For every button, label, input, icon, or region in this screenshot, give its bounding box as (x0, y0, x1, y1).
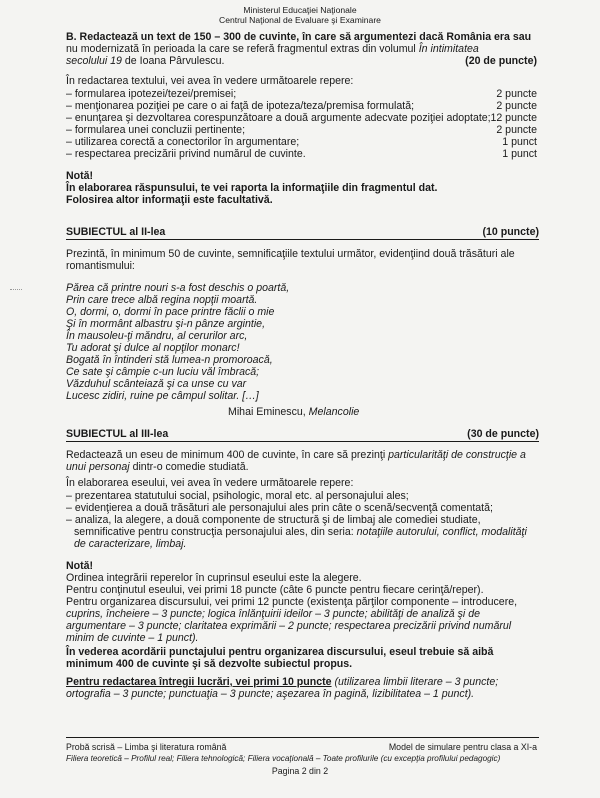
section-b-intro: În redactarea textului, vei avea în vedere următoarele repere: (66, 75, 354, 87)
subiectul-2-heading (66, 226, 539, 240)
subiectul-3-points: (30 de puncte) (467, 428, 539, 440)
subiectul-3-bullet: – prezentarea statutului social, psihologic, moral etc. al personajului ales; (66, 490, 409, 502)
final-note: ortografia – 3 puncte; punctuaţia – 3 puncte; aşezarea în pagină, lizibilitatea – 1 punct). (66, 688, 475, 700)
criterion-points: 2 puncte (496, 124, 537, 136)
note-title: Notă! (66, 560, 94, 572)
criterion-points: 2 puncte (496, 88, 537, 100)
poem-line: În mausoleu-ţi măndru, al cerurilor arc, (66, 330, 248, 342)
poem-attribution: Mihai Eminescu, Melancolie (228, 406, 360, 418)
section-b-line2: nu modernizată în perioada la care se referă fragmentul extras din volumul În intimitatea (66, 43, 479, 55)
poem-line: O, dormi, o, dormi în pace printre făclii o mie (66, 306, 275, 318)
subiectul-3-bullet-cont: de caracterizare, limbaj. (74, 538, 187, 550)
subiectul-3-prompt: unui personaj dintr-o comedie studiată. (66, 461, 249, 473)
criterion-label: – formularea unei concluzii pertinente; (66, 124, 246, 136)
poem-line: Bogată în întinderi stă lumea-n promoroacă, (66, 354, 273, 366)
poem-line: Şi în mormânt albastru şi-n pânze argintie, (66, 318, 266, 330)
note-title: Notă! (66, 170, 94, 182)
poem-line: Părea că printre nouri s-a fost deschis o poartă, (66, 282, 290, 294)
header-center: Centrul Naţional de Evaluare şi Examinare (219, 15, 381, 25)
poem-line: Ce sate şi câmpie c-un luciu văl îmbracă; (66, 366, 260, 378)
page-number: Pagina 2 din 2 (271, 766, 329, 776)
footer-right: Model de simulare pentru clasa a XI-a (388, 742, 537, 752)
note-line: cuprins, încheiere – 3 puncte; logica înlănţuirii ideilor – 3 puncte; abilităţi de analiză şi de (66, 608, 480, 620)
subiectul-2-title: SUBIECTUL al II-lea (66, 226, 166, 238)
note-line: În elaborarea răspunsului, te vei raporta la informaţiile din fragmentul dat. (66, 182, 438, 194)
criterion-label: – utilizarea corectă a conectorilor în argumentare; (66, 136, 300, 148)
header-ministry: Ministerul Educaţiei Naţionale (243, 5, 357, 15)
bold-note: minimum 400 de cuvinte şi să dezvolte subiectul propus. (66, 658, 353, 670)
criterion-points: 12 puncte (490, 112, 537, 124)
criterion-label: – enunţarea şi dezvoltarea corespunzătoare a două argumente adecvate poziţiei adoptate; (66, 112, 491, 124)
subiectul-3-bullet: – analiza, la alegere, a două componente de structură şi de limbaj ale comediei studiate, (66, 514, 481, 526)
poem-line: Văzduhul scânteiază şi ca unse cu var (66, 378, 247, 390)
scan-mark (10, 289, 22, 290)
note-line: Pentru conţinutul eseului, vei primi 18 puncte (câte 6 puncte pentru fiecare cerinţă/reper). (66, 584, 484, 596)
criterion-points: 1 punct (502, 148, 537, 160)
subiectul-3-heading (66, 428, 539, 442)
criterion-label: – menţionarea poziţiei pe care o ai faţă de ipoteza/teza/premisa formulată; (66, 100, 415, 112)
note-line: argumentare – 3 puncte; claritatea exprimării – 2 puncte; respectarea precizării privind numărul (66, 620, 512, 632)
section-b-points: (20 de puncte) (465, 55, 537, 67)
subiectul-3-bullet: – evidenţierea a două trăsături ale personajului ales prin câte o scenă/secvenţă comentată; (66, 502, 493, 514)
footer-divider (66, 737, 539, 738)
subiectul-2-points: (10 puncte) (482, 226, 539, 238)
final-note: Pentru redactarea întregii lucrări, vei primi 10 puncte (utilizarea limbii literare – 3 puncte; (66, 676, 499, 688)
subiectul-2-prompt: Prezintă, în minimum 50 de cuvinte, semnificaţiile textului următor, evidenţiind două trăsături ale (66, 248, 515, 260)
criterion-points: 2 puncte (496, 100, 537, 112)
note-line: Pentru organizarea discursului, vei primi 12 puncte (existenţa părţilor componente – introducere, (66, 596, 518, 608)
subiectul-3-intro: În elaborarea eseului, vei avea în vedere următoarele repere: (66, 477, 354, 489)
poem-line: Prin care trece albă regina nopţii moartă. (66, 294, 258, 306)
criterion-label: – respectarea precizării privind numărul de cuvinte. (66, 148, 306, 160)
poem-line: Lucesc zidiri, ruine pe câmpul solitar. […] (66, 390, 259, 402)
note-line: Folosirea altor informaţii este facultativă. (66, 194, 273, 206)
note-line: Ordinea integrării reperelor în cuprinsul eseului este la alegere. (66, 572, 362, 584)
criterion-points: 1 punct (502, 136, 537, 148)
bold-note: În vederea acordării punctajului pentru organizarea discursului, eseul trebuie să aibă (66, 646, 494, 658)
subiectul-3-title: SUBIECTUL al III-lea (66, 428, 169, 440)
subiectul-2-prompt: romantismului: (66, 260, 135, 272)
footer-left: Probă scrisă – Limba şi literatura română (66, 742, 227, 752)
footer-line2: Filiera teoretică – Profilul real; Filiera tehnologică; Filiera vocaţională – Toate profilurile (cu excepţia profilului pedagogic) (66, 754, 501, 763)
subiectul-3-prompt: Redactează un eseu de minimum 400 de cuvinte, în care să prezinţi particularităţi de construcţie a (66, 449, 526, 461)
subiectul-3-bullet-cont: semnificative pentru construcţia personajului ales, din seria: notaţiile autorului, conflict, modalităţi (74, 526, 527, 538)
poem-line: Tu adorat şi dulce al nopţilor monarc! (66, 342, 240, 354)
note-line: minim de cuvinte – 1 punct). (66, 632, 199, 644)
criterion-label: – formularea ipotezei/tezei/premisei; (66, 88, 237, 100)
section-b-line1: B. Redactează un text de 150 – 300 de cuvinte, în care să argumentezi dacă România era sau (66, 31, 532, 43)
section-b-line3: secolului 19 de Ioana Pârvulescu. (66, 55, 225, 67)
